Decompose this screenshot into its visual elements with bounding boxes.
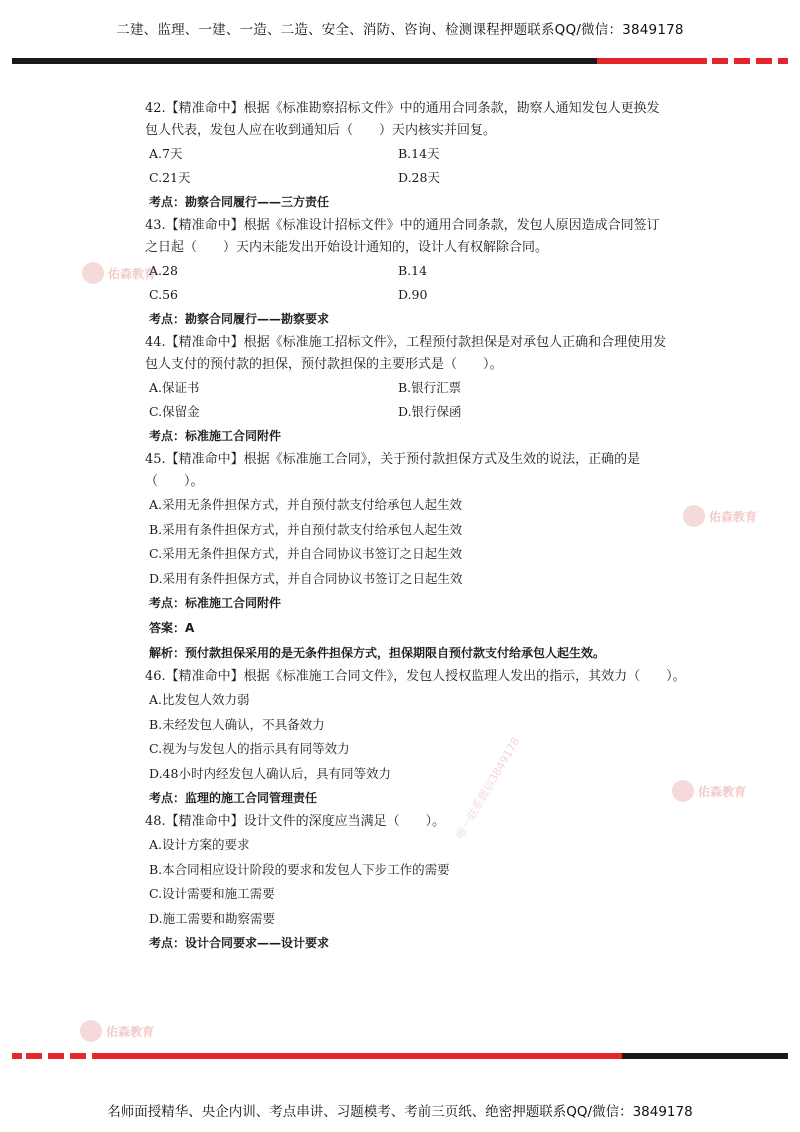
option-c: C.视为与发包人的指示具有同等效力 (149, 741, 350, 756)
page-footer: 名师面授精华、央企内训、考点串讲、习题模考、考前三页纸、绝密押题联系QQ/微信：3849178 (107, 1104, 693, 1120)
option-a: A.28 (149, 263, 178, 278)
option-c: C.设计需要和施工需要 (149, 886, 275, 901)
answer: 答案：A (149, 621, 195, 635)
watermark-contact: 唯一联系微信3849178 (453, 735, 523, 842)
option-c: C.保留金 (149, 404, 200, 419)
watermark-logo-icon (82, 262, 104, 284)
option-a: A.7天 (149, 146, 183, 161)
question-list (145, 98, 690, 956)
question-45 (145, 449, 690, 666)
footer-rule (12, 1053, 788, 1059)
question-44 (145, 332, 690, 449)
test-point: 考点：标准施工合同附件 (149, 429, 282, 443)
option-d: D.48小时内经发包人确认后，具有同等效力 (149, 765, 391, 781)
header-rule (12, 58, 788, 64)
question-stem: 包人代表，发包人应在收到通知后（ ）天内核实并回复。 (145, 123, 497, 138)
watermark-logo: 佑森教育 (672, 780, 746, 802)
page-header: 二建、监理、一建、一造、二造、安全、消防、咨询、检测课程押题联系QQ/微信：3849178 (116, 22, 684, 38)
watermark-logo: 佑森教育 (80, 1020, 154, 1042)
option-a: A.采用无条件担保方式，并自预付款支付给承包人起生效 (149, 497, 463, 512)
question-stem: 48.【精准命中】设计文件的深度应当满足（ ）。 (145, 814, 446, 829)
test-point: 考点：勘察合同履行——三方责任 (149, 195, 330, 209)
test-point: 考点：设计合同要求——设计要求 (149, 936, 330, 950)
test-point: 考点：标准施工合同附件 (149, 596, 282, 610)
question-stem: 46.【精准命中】根据《标准施工合同文件》，发包人授权监理人发出的指示，其效力（ ）。 (145, 669, 686, 684)
option-b: B.本合同相应设计阶段的要求和发包人下步工作的需要 (149, 861, 450, 877)
watermark-logo: 佑森教育 (683, 505, 757, 527)
option-a: A.比发包人效力弱 (149, 692, 250, 707)
option-b: B.未经发包人确认，不具备效力 (149, 716, 325, 732)
question-stem: 45.【精准命中】根据《标准施工合同》，关于预付款担保方式及生效的说法，正确的是（ ）。 (145, 452, 641, 489)
option-d: D.施工需要和勘察需要 (149, 910, 276, 926)
option-c: C.21天 (149, 170, 191, 185)
question-stem: 之日起（ ）天内未能发出开始设计通知的，设计人有权解除合同。 (145, 240, 549, 255)
watermark-logo: 佑森教育 (82, 262, 156, 284)
question-42 (145, 98, 690, 215)
analysis: 解析：预付款担保采用的是无条件担保方式，担保期限自预付款支付给承包人起生效。 (149, 646, 606, 660)
question-stem: 包人支付的预付款的担保，预付款担保的主要形式是（ ）。 (145, 357, 503, 372)
option-a: A.保证书 (149, 380, 200, 395)
option-d: D.28天 (398, 170, 440, 185)
option-b: B.采用有条件担保方式，并自预付款支付给承包人起生效 (149, 521, 463, 537)
option-a: A.设计方案的要求 (149, 837, 250, 852)
option-d: D.银行保函 (398, 404, 462, 419)
test-point: 考点：监理的施工合同管理责任 (149, 791, 318, 805)
question-46 (145, 666, 690, 811)
question-stem: 42.【精准命中】根据《标准勘察招标文件》中的通用合同条款，勘察人通知发包人更换发 (145, 101, 660, 116)
option-b: B.银行汇票 (398, 380, 462, 395)
test-point: 考点：勘察合同履行——勘察要求 (149, 312, 330, 326)
option-d: D.90 (398, 287, 428, 302)
option-b: B.14天 (398, 146, 440, 161)
option-c: C.56 (149, 287, 178, 302)
option-d: D.采用有条件担保方式，并自合同协议书签订之日起生效 (149, 570, 463, 586)
question-43 (145, 215, 690, 332)
question-48 (145, 811, 690, 956)
option-c: C.采用无条件担保方式，并自合同协议书签订之日起生效 (149, 546, 463, 561)
watermark-logo-icon (80, 1020, 102, 1042)
question-stem: 43.【精准命中】根据《标准设计招标文件》中的通用合同条款，发包人原因造成合同签订 (145, 218, 660, 233)
option-b: B.14 (398, 263, 428, 278)
question-stem: 44.【精准命中】根据《标准施工招标文件》，工程预付款担保是对承包人正确和合理使用发 (145, 335, 667, 350)
